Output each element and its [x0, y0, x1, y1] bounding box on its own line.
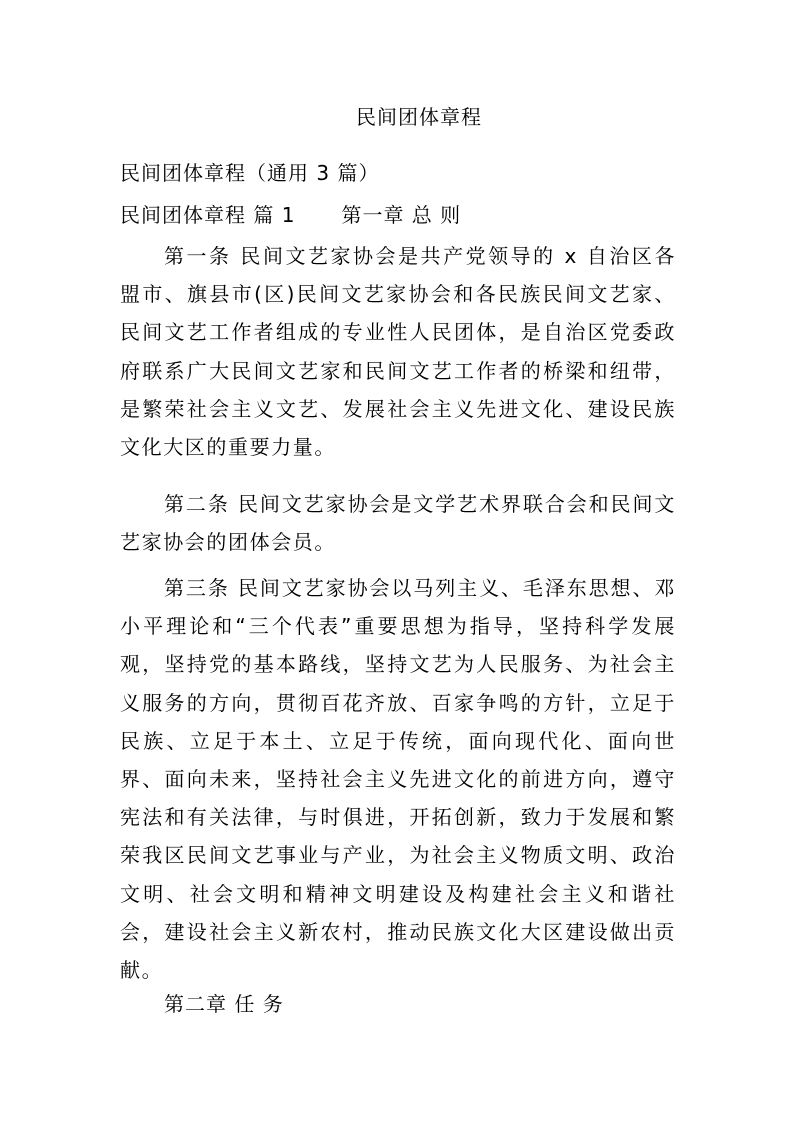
document-subtitle: 民间团体章程（通用 3 篇）: [120, 161, 380, 185]
chapter-2-heading: 第二章 任 务: [164, 992, 284, 1016]
chapter-1-heading: 第一章 总 则: [341, 203, 462, 227]
section-heading-line: [120, 201, 461, 229]
section-name: 民间团体章程 篇 1: [120, 203, 296, 227]
article-1: 第一条 民间文艺家协会是共产党领导的 x 自治区各盟市、旗县市(区)民间文艺家协会和各民族民间文艺家、民间文艺工作者组成的专业性人民团体，是自治区党委政府联系广大民间文艺家和民间文艺工作者的桥梁和纽带，是繁荣社会主义文艺、发展社会主义先进文化、建设民族文化大区的重要力量。: [120, 244, 676, 460]
article-3: 第三条 民间文艺家协会以马列主义、毛泽东思想、邓小平理论和“三个代表”重要思想为指导，坚持科学发展观，坚持党的基本路线，坚持文艺为人民服务、为社会主义服务的方向，贯彻百花齐放、百家争鸣的方针，立足于民族、立足于本土、立足于传统，面向现代化、面向世界、面向未来，坚持社会主义先进文化的前进方向，遵守宪法和有关法律，与时俱进，开拓创新，致力于发展和繁荣我区民间文艺事业与产业，为社会主义物质文明、政治文明、社会文明和精神文明建设及构建社会主义和谐社会，建设社会主义新农村，推动民族文化大区建设做出贡献。: [120, 576, 676, 983]
document-title: 民间团体章程: [356, 105, 482, 129]
article-2: 第二条 民间文艺家协会是文学艺术界联合会和民间文艺家协会的团体会员。: [120, 492, 676, 555]
